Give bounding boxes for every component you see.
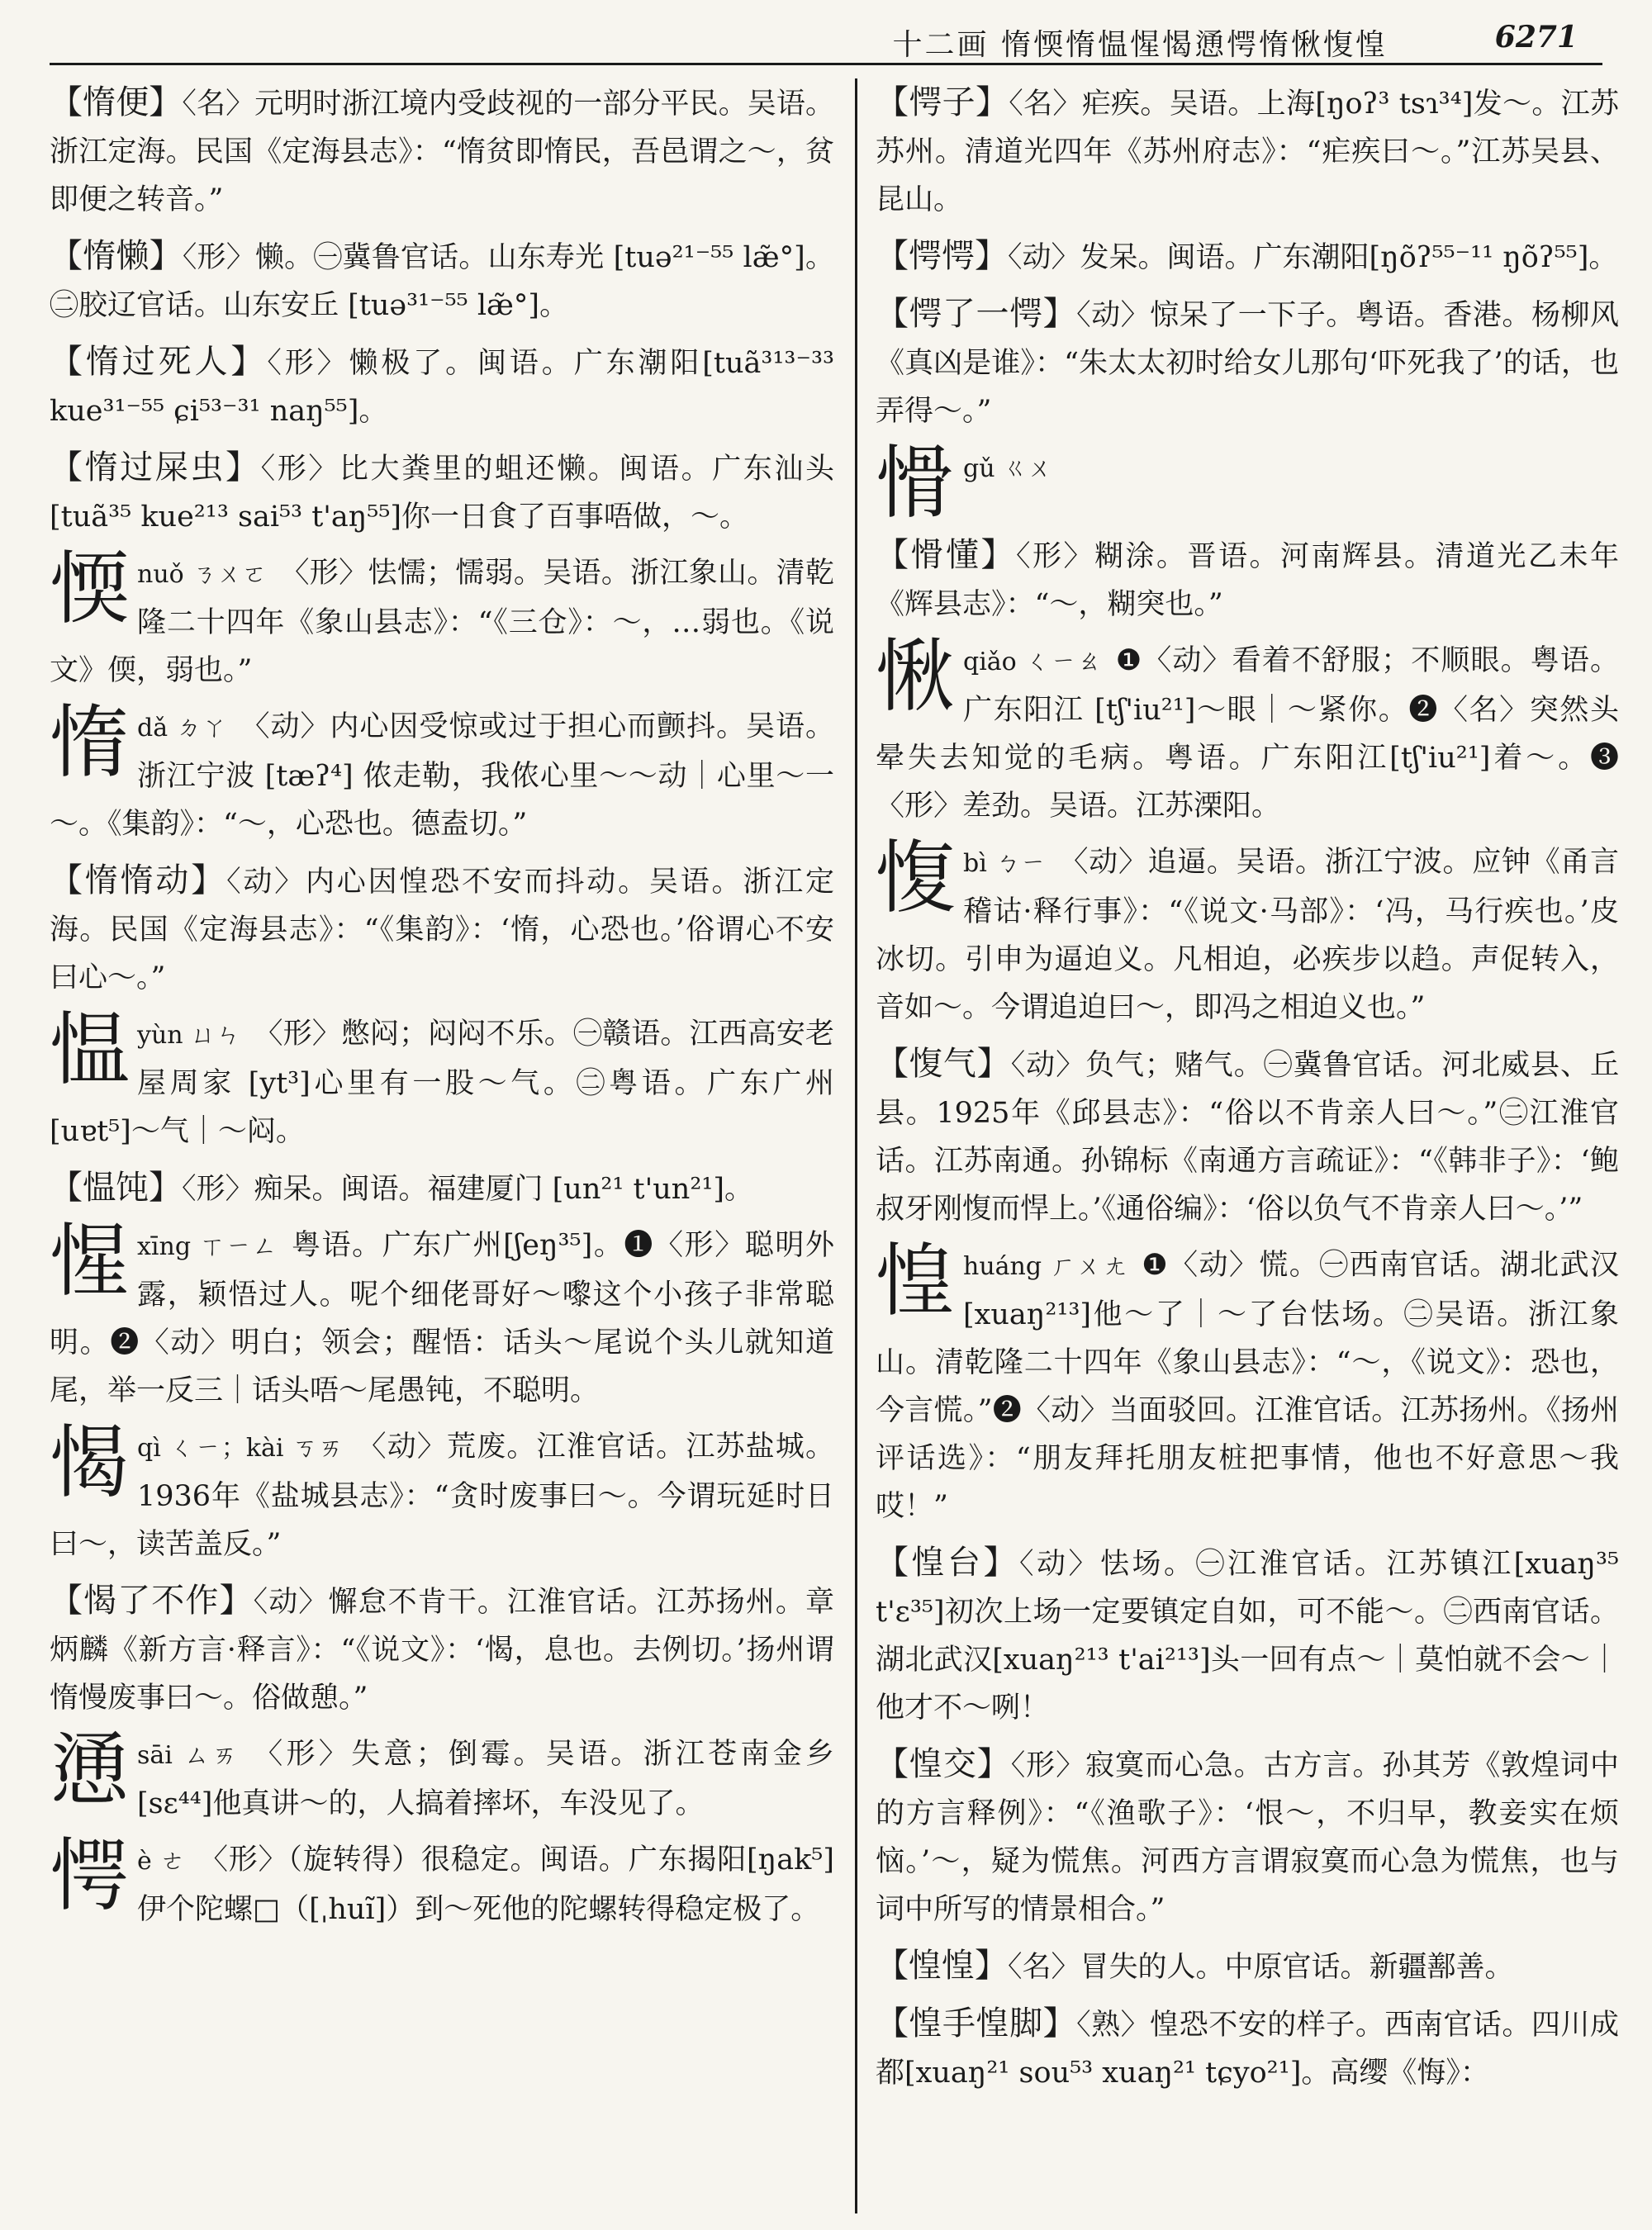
character-entry	[876, 444, 1619, 523]
right-column	[876, 78, 1619, 2213]
head-character: 愒	[50, 1423, 129, 1509]
sub-entry-definition: 〈动〉惊呆了一下子。粤语。香港。杨柳风《真凶是谁》：“朱太太初时给女儿那句‘吓死我了’的话，也弄得～。”	[876, 299, 1619, 428]
sub-entry	[50, 1577, 834, 1722]
head-character: 愲	[876, 444, 955, 523]
character-entry	[876, 838, 1619, 1032]
sub-entry-headword: 【愒了不作】	[50, 1582, 254, 1620]
sub-entry-definition: 〈形〉寂寞而心急。古方言。孙其芳《敦煌词中的方言释例》：“《渔歌子》：‘恨～，不归早，教妾实在烦恼。’～，疑为慌焦。河西方言谓寂寞而心急为慌焦，也与词中所写的情景相合。”	[876, 1749, 1619, 1926]
sub-entry	[876, 1740, 1619, 1933]
pronunciation: xīng ㄒㄧㄥ	[137, 1232, 278, 1261]
sub-entry-definition: 〈名〉冒失的人。中原官话。新疆鄯善。	[1008, 1951, 1514, 1984]
head-character: 愕	[50, 1836, 129, 1922]
sub-entry-definition: 〈动〉负气；赌气。㊀冀鲁官话。河北威县、丘县。1925年《邱县志》：“俗以不肯亲人曰～。”㊁江淮官话。江苏南通。孙锦标《南通方言疏证》：“《韩非子》：‘鲍叔牙刚愎而悍上。’《通俗编》：‘俗以负气不肯亲人曰～。’”	[876, 1049, 1619, 1226]
sub-entry-headword: 【愕了一愕】	[876, 295, 1077, 333]
pronunciation: yùn ㄩㄣ	[137, 1021, 241, 1050]
character-entry	[50, 1010, 834, 1155]
character-definition: 粤语。广东广州[ʃeŋ³⁵]。❶〈形〉聪明外露，颖悟过人。呢个细佬哥好～嚟这个小孩子非常聪明。❷〈动〉明白；领会；醒悟：话头～尾说个头儿就知道尾，举一反三｜话头唔～尾愚钝，不聪明。	[50, 1229, 834, 1407]
head-character: 惶	[876, 1241, 955, 1327]
sub-entry-definition: 〈形〉懒极了。闽语。广东潮阳[tuã³¹³⁻³³ kue³¹⁻⁵⁵ ɕi⁵³⁻³¹ naŋ⁵⁵]。	[50, 347, 834, 428]
sub-entry-headword: 【愠饨】	[50, 1169, 182, 1207]
character-entry	[876, 637, 1619, 830]
character-entry	[50, 549, 834, 695]
sub-entry-headword: 【愲懂】	[876, 536, 1016, 574]
sub-entry	[876, 1040, 1619, 1233]
pronunciation: dǎ ㄉㄚ	[137, 714, 228, 743]
pronunciation: qì ㄑㄧ；kài ㄎㄞ	[137, 1434, 344, 1463]
sub-entry	[50, 78, 834, 224]
pronunciation: bì ㄅㄧ	[963, 849, 1047, 878]
sub-entry-definition: 〈动〉懈怠不肯干。江淮官话。江苏扬州。章炳麟《新方言·释言》：“《说文》：‘愒，息也。去例切。’扬州谓惰慢废事曰～。俗做憩。”	[50, 1586, 834, 1715]
sub-entry-definition: 〈动〉怯场。㊀江淮官话。江苏镇江[xuaŋ³⁵ t'ɛ³⁵]初次上场一定要镇定自如，可不能～。㊁西南官话。湖北武汉[xuaŋ²¹³ t'ai²¹³]头一回有点～｜莫怕就不会～｜他才不～咧！	[876, 1548, 1620, 1725]
sub-entry-definition: 〈动〉内心因惶恐不安而抖动。吴语。浙江定海。民国《定海县志》：“《集韵》：‘惰，心恐也。’俗谓心不安曰心～。”	[50, 866, 834, 994]
sub-entry-definition: 〈形〉痴呆。闽语。福建厦门 [un²¹ t'un²¹]。	[182, 1173, 754, 1206]
head-character: 惺	[50, 1222, 129, 1307]
character-definition: ❶〈动〉看着不舒服；不顺眼。粤语。广东阳江 [tʃ'iu²¹]～眼｜～紧你。❷〈名〉突然头晕失去知觉的毛病。粤语。广东阳江[tʃ'iu²¹]着～。❸〈形〉差劲。吴语。江苏溧阳。	[876, 644, 1619, 823]
character-entry	[50, 1423, 834, 1568]
sub-entry	[50, 1164, 834, 1213]
sub-entry-headword: 【惶交】	[876, 1745, 1011, 1783]
character-entry	[50, 1836, 834, 1933]
sub-entry	[50, 856, 834, 1002]
sub-entry-headword: 【惰便】	[50, 83, 183, 121]
section-title: 十二画 惰愞惰愠惺愒慂愕惰愀愎惶	[892, 28, 1388, 62]
sub-entry-headword: 【惶手惶脚】	[876, 2005, 1077, 2043]
sub-entry-headword: 【惰惰动】	[50, 861, 227, 899]
sub-entry	[876, 232, 1619, 282]
character-definition: 〈形〉憋闷；闷闷不乐。㊀赣语。江西高安老屋周家 [yt³]心里有一股～气。㊁粤语。广东广州[uɐt⁵]～气｜～闷。	[50, 1018, 834, 1148]
sub-entry-headword: 【惰过死人】	[50, 343, 268, 381]
head-character: 愎	[876, 838, 955, 924]
column-divider	[855, 78, 857, 2213]
sub-entry-headword: 【愎气】	[876, 1045, 1011, 1083]
sub-entry-definition: 〈名〉元明时浙江境内受歧视的一部分平民。吴语。浙江定海。民国《定海县志》：“惰贫即惰民，吾邑谓之～，贫即便之转音。”	[50, 88, 834, 216]
sub-entry	[50, 338, 834, 435]
left-column	[50, 78, 834, 2213]
character-definition: 〈动〉追逼。吴语。浙江宁波。应钟《甬言稽诂·释行事》：“《说文·马部》：‘冯，马行疾也。’皮冰切。引申为逼迫义。凡相迫，必疾步以趋。声促转入，音如～。今谓追迫曰～，即冯之相迫义也。”	[876, 846, 1619, 1024]
sub-entry	[876, 2000, 1619, 2097]
sub-entry-definition: 〈名〉疟疾。吴语。上海[ŋoʔ³ tsɿ³⁴]发～。江苏苏州。清道光四年《苏州府志》：“疟疾曰～。”江苏吴县、昆山。	[876, 88, 1619, 216]
character-entry	[50, 1730, 834, 1828]
character-definition: 〈动〉荒废。江淮官话。江苏盐城。1936年《盐城县志》：“贪时废事曰～。今谓玩延时日曰～，读苦盖反。”	[50, 1431, 834, 1561]
character-definition: 〈形〉失意；倒霉。吴语。浙江苍南金乡[sɛ⁴⁴]他真讲～的，人搞着摔坏，车没见了。	[137, 1738, 834, 1820]
head-character: 愀	[876, 637, 955, 723]
page-number: 6271	[1494, 20, 1578, 55]
page-header	[50, 15, 1602, 65]
sub-entry-definition: 〈形〉懒。㊀冀鲁官话。山东寿光 [tuə²¹⁻⁵⁵ læ̃°]。㊁胶辽官话。山东安丘 [tuə³¹⁻⁵⁵ læ̃°]。	[50, 241, 835, 322]
pronunciation: gǔ ㄍㄨ	[963, 454, 1053, 483]
character-definition: ❶〈动〉慌。㊀西南官话。湖北武汉[xuaŋ²¹³]他～了｜～了台怯场。㊁吴语。浙江象山。清乾隆二十四年《象山县志》：“～，《说文》：恐也，今言慌。”❷〈动〉当面驳回。江淮官话。江苏扬州。《扬州评话选》：“朋友拜托朋友桩把事情，他也不好意思～我哎！”	[876, 1249, 1619, 1523]
sub-entry	[876, 531, 1619, 629]
character-entry	[876, 1241, 1619, 1530]
sub-entry-headword: 【愕子】	[876, 83, 1009, 121]
sub-entry-definition: 〈形〉比大粪里的蛆还懒。闽语。广东汕头[tuã³⁵ kue²¹³ sai⁵³ t'aŋ⁵⁵]你一日食了百事唔做，～。	[50, 453, 834, 534]
sub-entry	[876, 1942, 1619, 1991]
pronunciation: qiǎo ㄑㄧㄠ	[963, 648, 1103, 676]
sub-entry	[876, 290, 1619, 435]
sub-entry-definition: 〈熟〉惶恐不安的样子。西南官话。四川成都[xuaŋ²¹ sou⁵³ xuaŋ²¹ tɕyo²¹]。高缨《悔》：	[876, 2009, 1619, 2090]
pronunciation: nuǒ ㄋㄨㄛ	[137, 560, 268, 589]
sub-entry-headword: 【惰过屎虫】	[50, 448, 261, 486]
sub-entry-definition: 〈形〉糊涂。晋语。河南辉县。清道光乙未年《辉县志》：“～，糊突也。”	[876, 540, 1619, 621]
sub-entry-headword: 【惶惶】	[876, 1947, 1008, 1985]
character-entry	[50, 703, 834, 848]
pronunciation: sāi ㄙㄞ	[137, 1741, 241, 1770]
sub-entry	[50, 232, 834, 330]
head-character: 愞	[50, 549, 129, 635]
sub-entry	[50, 444, 834, 541]
character-definition: 〈形〉（旋转得）很稳定。闽语。广东揭阳[ŋak⁵]伊个陀螺□（[ˌhuĩ]）到～死他的陀螺转得稳定极了。	[137, 1843, 834, 1926]
pronunciation: è ㄜ	[137, 1847, 186, 1876]
sub-entry	[876, 1539, 1619, 1732]
character-entry	[50, 1222, 834, 1415]
character-definition: 〈形〉怯懦；懦弱。吴语。浙江象山。清乾隆二十四年《象山县志》：“《三仓》：～，…弱也。《说文》偄，弱也。”	[50, 557, 834, 687]
sub-entry-definition: 〈动〉发呆。闽语。广东潮阳[ŋõʔ⁵⁵⁻¹¹ ŋõʔ⁵⁵]。	[1008, 241, 1618, 274]
head-character: 愠	[50, 1010, 129, 1096]
sub-entry-headword: 【惶台】	[876, 1544, 1020, 1582]
sub-entry	[876, 78, 1619, 224]
head-character: 惰	[50, 703, 129, 789]
head-character: 慂	[50, 1730, 129, 1816]
sub-entry-headword: 【愕愕】	[876, 237, 1008, 275]
character-definition: 〈动〉内心因受惊或过于担心而颤抖。吴语。浙江宁波 [tæʔ⁴] 侬走勒，我侬心里～～动｜心里～一～。《集韵》：“～，心恐也。德盍切。”	[50, 710, 834, 841]
sub-entry-headword: 【惰懒】	[50, 237, 183, 275]
pronunciation: huáng ㄏㄨㄤ	[963, 1252, 1129, 1281]
